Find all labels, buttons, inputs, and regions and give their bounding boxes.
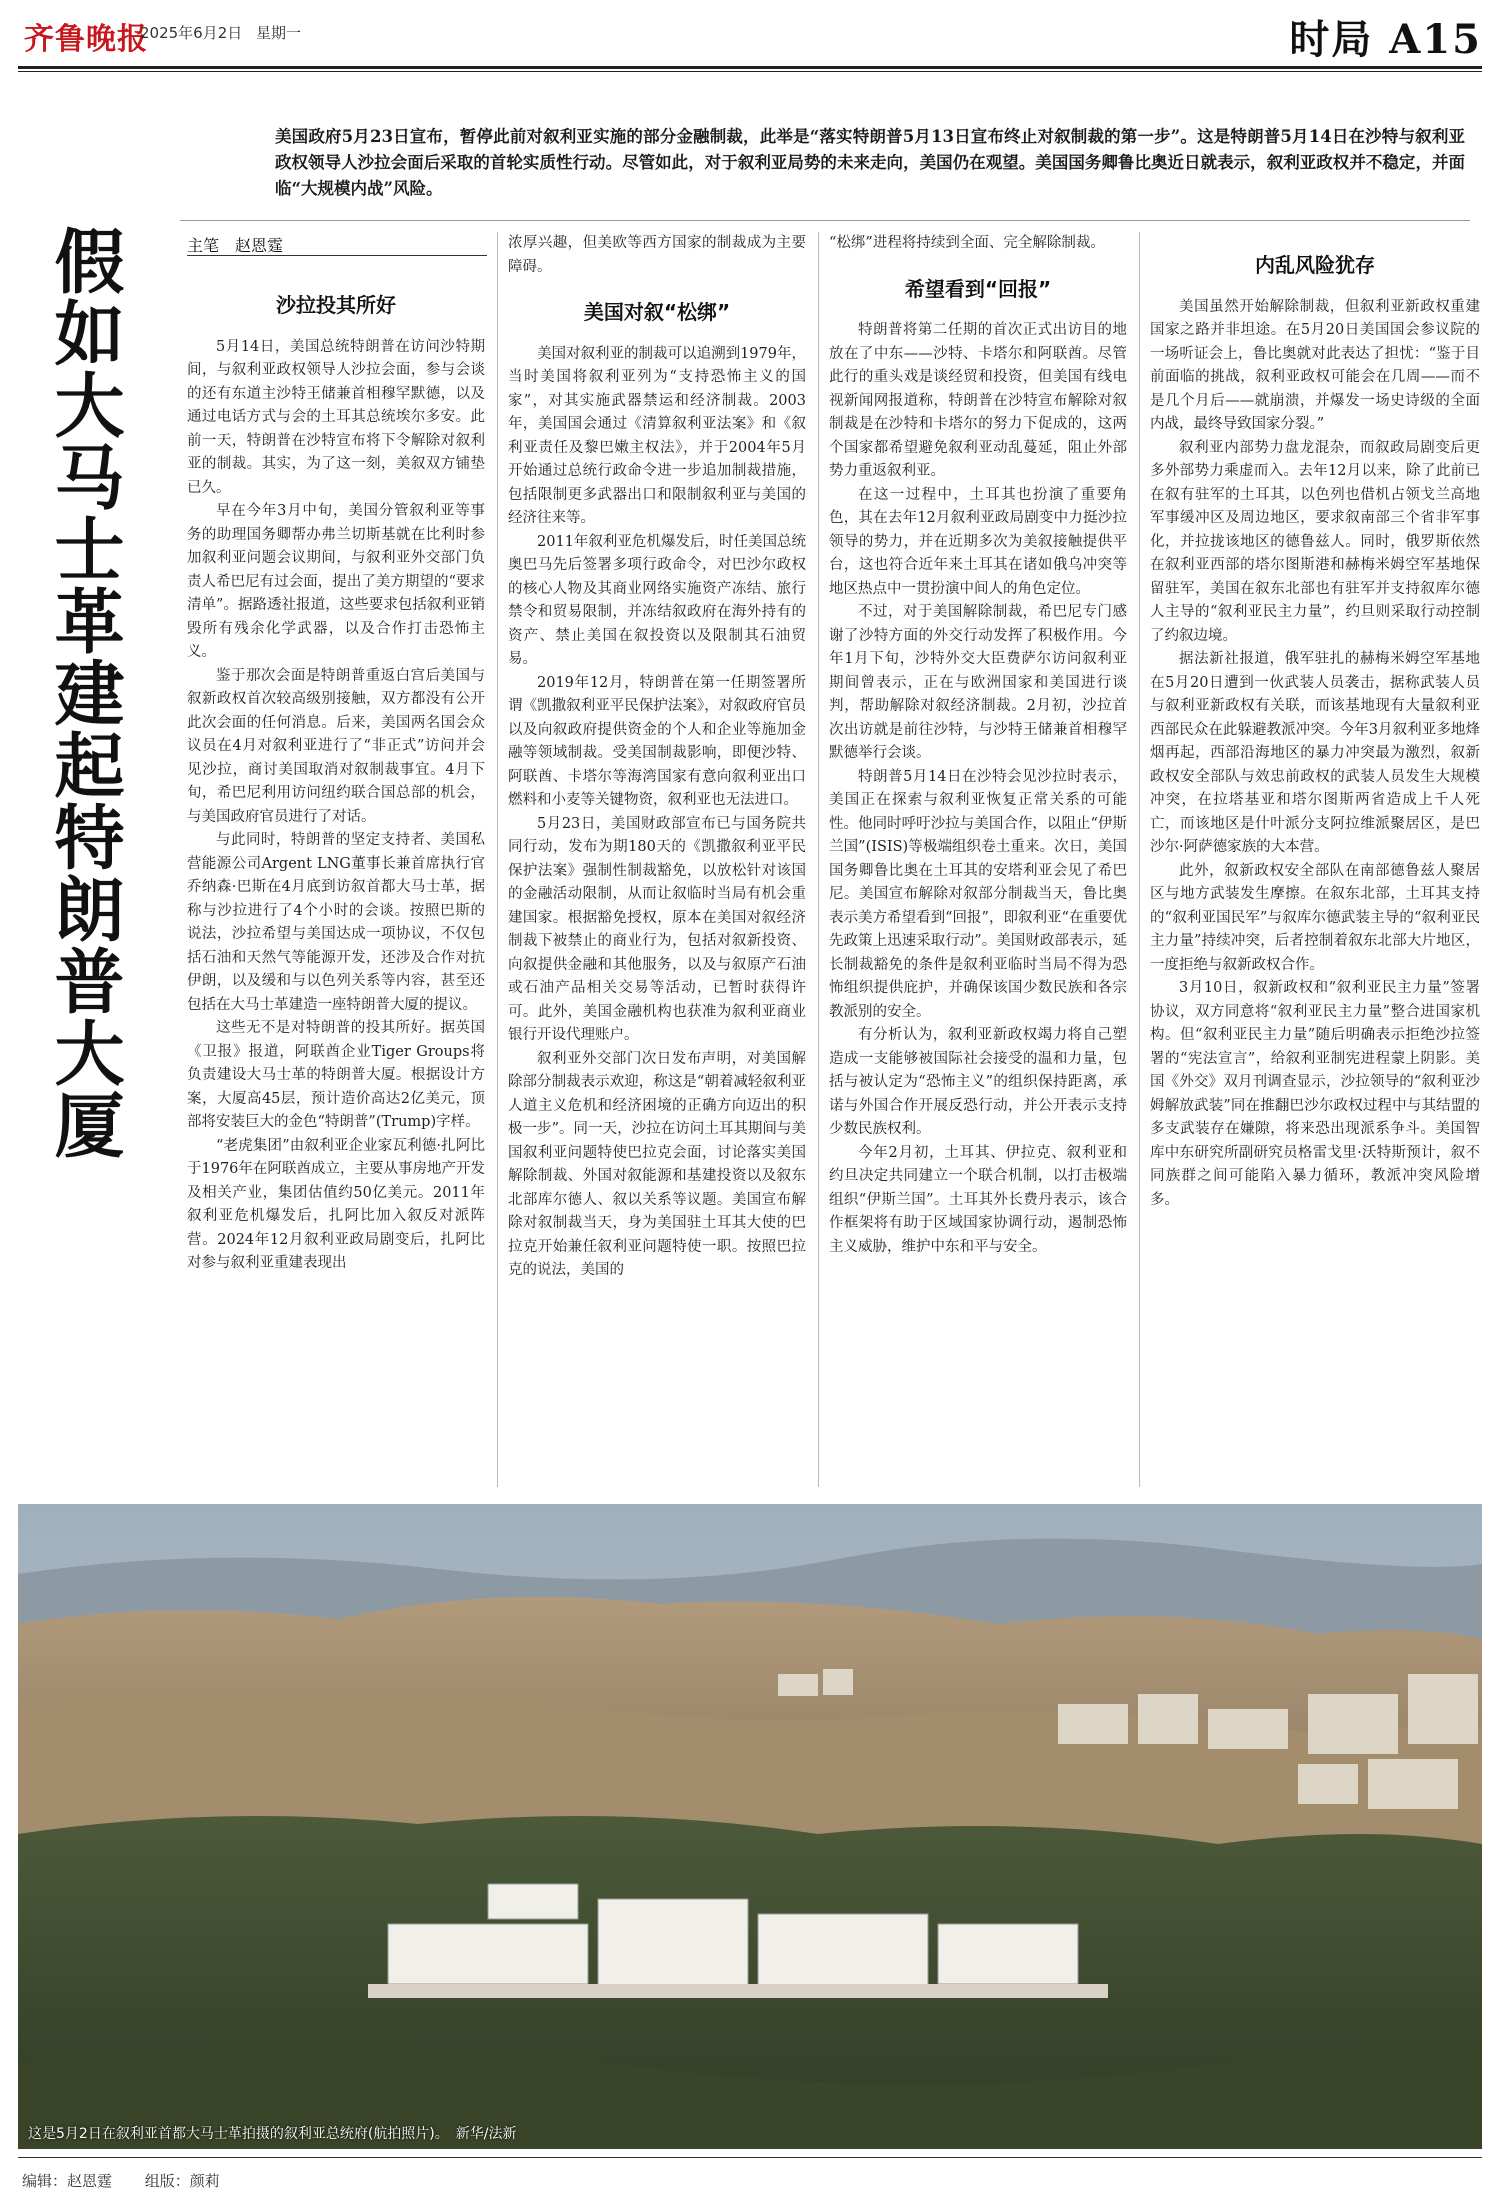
paragraph: 2019年12月，特朗普在第一任期签署所谓《凯撒叙利亚平民保护法案》，对叙政府官员以及向叙政府提供资金的个人和企业等施加金融等领域制裁。受美国制裁影响，即便沙特、阿联酋、卡塔尔等海湾国家有意向叙利亚出口燃料和小麦等关键物资，叙利亚也无法进口。 <box>508 674 806 808</box>
paragraph: 3月10日，叙新政权和“叙利亚民主力量”签署协议，双方同意将“叙利亚民主力量”整合进国家机构。但“叙利亚民主力量”随后明确表示拒绝沙拉签署的“宪法宣言”，给叙利亚制宪进程蒙上阴影。美国《外交》双月刊调查显示，沙拉领导的“叙利亚沙姆解放武装”同在推翻巴沙尔政权过程中与其结盟的多支武装存在嫌隙，将来恐出现派系争斗。美国智库中东研究所副研究员格雷戈里·沃特斯预计，叙不同族群之间可能陷入暴力循环，教派冲突风险增多。 <box>1150 980 1480 1208</box>
issue-weekday: 星期一 <box>256 24 302 42</box>
byline: 主笔 赵恩霆 <box>187 236 284 255</box>
paragraph: 在这一过程中，土耳其也扮演了重要角色，其在去年12月叙利亚政局剧变中力挺沙拉领导的势力，并在近期多次为美叙接触提供平台，这也符合近年来土耳其在诸如俄乌冲突等地区热点中一贯扮演中间人的角色定位。 <box>829 486 1127 597</box>
column-divider <box>818 232 819 1487</box>
paragraph: 今年2月初，土耳其、伊拉克、叙利亚和约旦决定共同建立一个联合机制，以打击极端组织“伊斯兰国”。土耳其外长费丹表示，该合作框架将有助于区域国家协调行动，遏制恐怖主义威胁，维护中东和平与安全。 <box>829 1144 1127 1255</box>
editor-credit: 编辑：赵恩霆 <box>22 2172 113 2190</box>
section-page-label: 时局 A15 <box>1289 16 1482 63</box>
paragraph: 不过，对于美国解除制裁，希巴尼专门感谢了沙特方面的外交行动发挥了积极作用。今年1月下旬，沙特外交大臣费萨尔访问叙利亚期间曾表示，正在与欧洲国家和美国进行谈判，帮助解除对叙经济制裁。2月初，沙拉首次出访就是前往沙特，与沙特王储兼首相穆罕默德举行会谈。 <box>829 604 1127 761</box>
credits <box>22 2170 248 2191</box>
footer-rule <box>18 2157 1482 2158</box>
lead-divider <box>180 220 1470 221</box>
paragraph: “老虎集团”由叙利亚企业家瓦利德·扎阿比于1976年在阿联酋成立，主要从事房地产开发及相关产业，集团估值约50亿美元。2011年叙利亚危机爆发后，扎阿比加入叙反对派阵营。2024年12月叙利亚政局剧变后，扎阿比对参与叙利亚重建表现出 <box>187 1137 485 1271</box>
paragraph: 美国虽然开始解除制裁，但叙利亚新政权重建国家之路并非坦途。在5月20日美国国会参议院的一场听证会上，鲁比奥就对此表达了担忧：“鉴于目前面临的挑战，叙利亚政权可能会在几周——而不是几个月后——就崩溃，并爆发一场史诗级的全面内战，最终导致国家分裂。” <box>1150 298 1480 432</box>
column-divider <box>497 232 498 1487</box>
paragraph: 5月23日，美国财政部宣布已与国务院共同行动，发布为期180天的《凯撒叙利亚平民保护法案》强制性制裁豁免，以放松针对该国的金融活动限制，从而让叙临时当局有机会重建国家。根据豁免授权，原本在美国对叙经济制裁下被禁止的商业行为，包括对叙新投资、向叙提供金融和其他服务，以及与叙原产石油或石油产品相关交易等活动，已暂时获得许可。此外，美国金融机构也获准为叙利亚商业银行开设代理账户。 <box>508 815 806 1043</box>
article-column-4 <box>1150 232 1480 1490</box>
paragraph: 有分析认为，叙利亚新政权竭力将自己塑造成一支能够被国际社会接受的温和力量，包括与被认定为“恐怖主义”的组织保持距离，承诺与外国合作开展反恐行动，并公开表示支持少数民族权利。 <box>829 1027 1127 1137</box>
paragraph: 叙利亚外交部门次日发布声明，对美国解除部分制裁表示欢迎，称这是“朝着减轻叙利亚人道主义危机和经济困境的正确方向迈出的积极一步”。同一天，沙拉在访问土耳其期间与美国叙利亚问题特使巴拉克会面，讨论落实美国解除制裁、外国对叙能源和基建投资以及叙东北部库尔德人、叙以关系等议题。美国宣布解除对叙制裁当天，身为美国驻土耳其大使的巴拉克开始兼任叙利亚问题特使一职。按照巴拉克的说法，美国的 <box>508 1050 806 1278</box>
article-column-1 <box>187 272 485 1488</box>
paragraph: 特朗普5月14日在沙特会见沙拉时表示，美国正在探索与叙利亚恢复正常关系的可能性。他同时呼吁沙拉与美国合作，以阻止“伊斯兰国”(ISIS)等极端组织卷土重来。次日，美国国务卿鲁比奥在土耳其的安塔利亚会见了希巴尼。美国宣布解除对叙部分制裁当天，鲁比奥表示美方希望看到“回报”，即叙利亚“在重要优先政策上迅速采取行动”。美国财政部表示，延长制裁豁免的条件是叙利亚临时当局不得为恐怖组织提供庇护，并确保该国少数民族和各宗教派别的安全。 <box>829 768 1127 1020</box>
header-rule-thin <box>18 71 1482 72</box>
article-title: 假如大马士革建起特朗普大厦 <box>43 225 125 1161</box>
paragraph: “松绑”进程将持续到全面、完全解除制裁。 <box>829 235 1105 251</box>
paragraph: 特朗普将第二任期的首次正式出访目的地放在了中东——沙特、卡塔尔和阿联酋。尽管此行的重头戏是谈经贸和投资，但美国有线电视新闻网报道称，特朗普在沙特宣布解除对叙制裁是在沙特和卡塔尔的努力下促成的，这两个国家都希望避免叙利亚动乱蔓延，阻止外部势力重返叙利亚。 <box>829 322 1127 479</box>
article-column-2 <box>508 232 806 1490</box>
issue-date: 2025年6月2日 <box>140 24 243 42</box>
paragraph: 此外，叙新政权安全部队在南部德鲁兹人聚居区与地方武装发生摩擦。在叙东北部，土耳其支持的“叙利亚国民军”与叙库尔德武装主导的“叙利亚民主力量”持续冲突，后者控制着叙东北部大片地区，一度拒绝与叙新政权合作。 <box>1150 862 1480 973</box>
section-heading-4: 内乱风险犹存 <box>1255 253 1375 277</box>
section-heading-3: 希望看到“回报” <box>904 276 1052 301</box>
photo-caption: 这是5月2日在叙利亚首都大马士革拍摄的叙利亚总统府(航拍照片)。 新华/法新 <box>28 2126 517 2142</box>
article-column-3 <box>829 232 1127 1490</box>
column-divider <box>1139 232 1140 1487</box>
paragraph: 叙利亚内部势力盘龙混杂，而叙政局剧变后更多外部势力乘虚而入。去年12月以来，除了此前已在叙有驻军的土耳其，以色列也借机占领戈兰高地军事缓冲区及周边地区，要求叙南部三个省非军事化，并拉拢该地区的德鲁兹人。同时，俄罗斯依然在叙利亚西部的塔尔图斯港和赫梅米姆空军基地保留驻军，美国在叙东北部也有驻军并支持叙库尔德人主导的“叙利亚民主力量”，约旦则采取行动控制了约叙边境。 <box>1150 439 1480 644</box>
article-lead: 美国政府5月23日宣布，暂停此前对叙利亚实施的部分金融制裁，此举是“落实特朗普5月13日宣布终止对叙制裁的第一步”。这是特朗普5月14日在沙特与叙利亚政权领导人沙拉会面后采取的首轮实质性行动。尽管如此，对于叙利亚局势的未来走向，美国仍在观望。美国国务卿鲁比奥近日就表示，叙利亚政权并不稳定，并面临“大规模内战”风险。 <box>275 127 1465 198</box>
paragraph: 5月14日，美国总统特朗普在访问沙特期间，与叙利亚政权领导人沙拉会面，参与会谈的还有东道主沙特王储兼首相穆罕默德，以及通过电话方式与会的土耳其总统埃尔多安。此前一天，特朗普在沙特宣布将下令解除对叙利亚的制裁。其实，为了这一刻，美叙双方铺垫已久。 <box>187 338 485 496</box>
layout-credit: 组版：颜莉 <box>144 2172 220 2190</box>
header-rule <box>18 66 1482 69</box>
section-heading-2: 美国对叙“松绑” <box>583 300 731 324</box>
paragraph: 2011年叙利亚危机爆发后，时任美国总统奥巴马先后签署多项行政命令，对巴沙尔政权的核心人物及其商业网络实施资产冻结、旅行禁令和贸易限制，并冻结叙政府在海外持有的资产、禁止美国在叙投资以及限制其石油贸易。 <box>508 533 806 667</box>
newspaper-logo: 齐鲁晚报 <box>24 22 148 57</box>
paragraph: 早在今年3月中旬，美国分管叙利亚等事务的助理国务卿帮办弗兰切斯基就在比利时参加叙利亚问题会议期间，与叙利亚外交部门负责人希巴尼有过会面，提出了美方期望的“要求清单”。据路透社报道，这些要求包括叙利亚销毁所有残余化学武器，以及合作打击恐怖主义。 <box>187 503 485 660</box>
section-heading-1: 沙拉投其所好 <box>276 293 396 317</box>
paragraph: 据法新社报道，俄军驻扎的赫梅米姆空军基地在5月20日遭到一伙武装人员袭击，据称武装人员与叙利亚新政权有关联，而该基地现有大量叙利亚西部民众在此躲避教派冲突。今年3月叙利亚多地烽烟再起，西部沿海地区的暴力冲突最为激烈，叙新政权安全部队与效忠前政权的武装人员发生大规模冲突，在拉塔基亚和塔尔图斯两省造成上千人死亡，而该地区是什叶派分支阿拉维派聚居区，是巴沙尔·阿萨德家族的大本营。 <box>1150 651 1480 855</box>
presidential-palace-photo <box>18 1504 1482 2149</box>
paragraph: 这些无不是对特朗普的投其所好。据英国《卫报》报道，阿联酋企业Tiger Groups将负责建设大马士革的特朗普大厦。根据设计方案，大厦高45层，预计造价高达2亿美元，顶部将安装巨大的金色“特朗普”(Trump)字样。 <box>187 1020 485 1130</box>
paragraph: 鉴于那次会面是特朗普重返白宫后美国与叙新政权首次较高级别接触，双方都没有公开此次会面的任何消息。后来，美国两名国会众议员在4月对叙利亚进行了“非正式”访问并会见沙拉，商讨美国取消对叙制裁事宜。4月下旬，希巴尼利用访问纽约联合国总部的机会，与美国政府官员进行了对话。 <box>187 667 485 825</box>
byline-rule <box>187 255 487 256</box>
paragraph: 浓厚兴趣，但美欧等西方国家的制裁成为主要障碍。 <box>508 235 806 275</box>
paragraph: 美国对叙利亚的制裁可以追溯到1979年，当时美国将叙利亚列为“支持恐怖主义的国家”，对其实施武器禁运和经济制裁。2003年，美国国会通过《清算叙利亚法案》和《叙利亚责任及黎巴嫩主权法》，并于2004年5月开始通过总统行政命令进一步追加制裁措施，包括限制更多武器出口和限制叙利亚与美国的经济往来等。 <box>508 345 806 526</box>
paragraph: 与此同时，特朗普的坚定支持者、美国私营能源公司Argent LNG董事长兼首席执行官乔纳森·巴斯在4月底到访叙首都大马士革，据称与沙拉进行了4个小时的会谈。按照巴斯的说法，沙拉希望与美国达成一项协议，不仅包括石油和天然气等能源开发，还涉及合作对抗伊朗，以及缓和与以色列关系等内容，甚至还包括在大马士革建造一座特朗普大厦的提议。 <box>187 832 485 1013</box>
